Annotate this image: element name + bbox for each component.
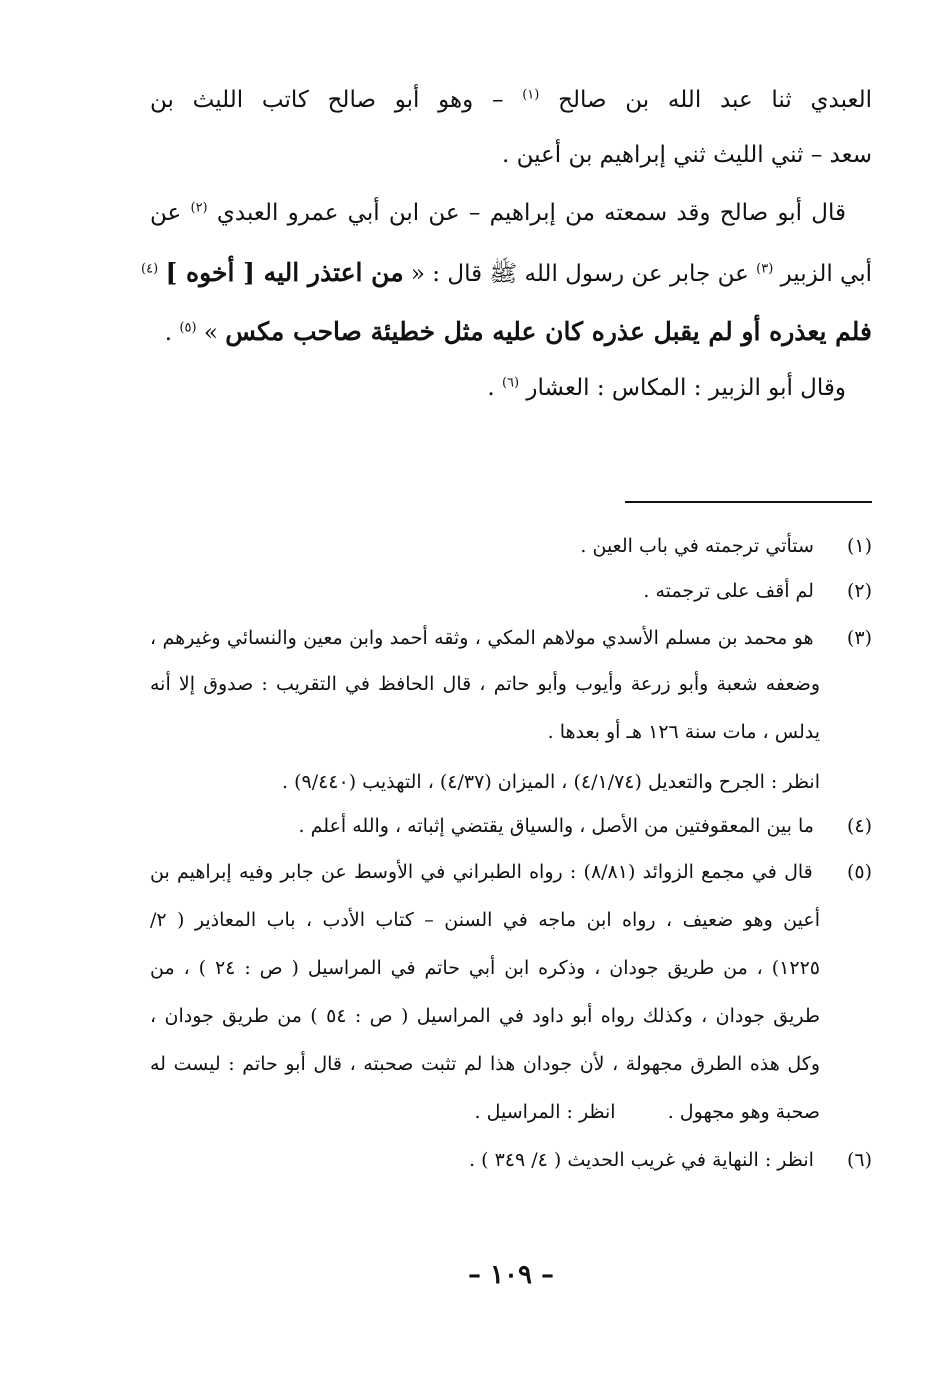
footnote-6 (150, 1142, 872, 1178)
footnote-4 (150, 808, 872, 844)
text-segment: » (203, 320, 218, 346)
footnote-5-line-6 (150, 1094, 872, 1130)
footnote-text: انظر : المراسيل . (474, 1101, 616, 1123)
footnote-2 (150, 573, 872, 609)
main-line-3 (150, 193, 872, 233)
footnote-text: انظر : الجرح والتعديل (٤/١/٧٤) ، الميزان (٤/٣٧) ، التهذيب (٩/٤٤٠) . (281, 771, 820, 793)
footnote-3-line-4 (150, 764, 872, 800)
page-number: – ١٠٩ – (467, 1260, 555, 1290)
document-page (141, 70, 872, 1340)
footnote-text: يدلس ، مات سنة ١٢٦ هـ أو بعدها . (547, 721, 820, 743)
footnote-text: ١٢٢٥) ، من طريق جودان ، وذكره ابن أبي حاتم في المراسيل ( ص : ٢٤ ) ، من (150, 957, 820, 979)
footnote-number: (١) (846, 535, 872, 557)
text-segment: عن جابر عن رسول الله ﷺ قال : « (410, 261, 749, 287)
footnote-number: (٦) (846, 1149, 872, 1171)
main-line-2 (150, 135, 872, 175)
hadith-text: فلم يعذره أو لم يقبل عذره كان عليه مثل خطيئة صاحب مكس (225, 317, 872, 346)
footnote-number: (٣) (846, 627, 872, 649)
text-segment: أبي الزبير (780, 261, 872, 287)
footnote-5-line-5 (150, 1046, 872, 1082)
footnote-5-line-3 (150, 950, 872, 986)
footnote-text: هو محمد بن مسلم الأسدي مولاهم المكي ، وثقه أحمد وابن معين والنسائي وغيرهم ، (150, 627, 814, 649)
footnote-text: لم أقف على ترجمته . (643, 580, 814, 602)
main-line-4 (141, 253, 872, 294)
footnote-ref: (٦) (501, 375, 520, 391)
footnote-ref: (٤) (141, 261, 159, 277)
text-segment: . (164, 320, 173, 346)
main-line-6 (150, 368, 872, 408)
text-segment: . (487, 375, 495, 401)
footnote-5-line-1 (150, 854, 872, 890)
footnote-text: قال في مجمع الزوائد (٨/٨١) : رواه الطبراني في الأوسط عن جابر وفيه إبراهيم بن (150, 861, 813, 883)
footnote-text: أعين وهو ضعيف ، رواه ابن ماجه في السنن – كتاب الأدب ، باب المعاذير ( ٢/ (150, 909, 820, 931)
footnote-text: وضعفه شعبة وأبو زرعة وأيوب وأبو حاتم ، قال الحافظ في التقريب : صدوق إلا أنه (150, 673, 820, 695)
footnote-separator (625, 501, 872, 503)
text-segment: قال أبو صالح وقد سمعته من إبراهيم – عن ابن أبي عمرو العبدي (216, 200, 847, 226)
footnote-ref: (٥) (179, 320, 197, 336)
footnote-3-line-2 (150, 666, 872, 702)
footnote-3-line-3 (150, 714, 872, 750)
main-line-1 (150, 80, 872, 120)
footnote-text: طريق جودان ، وكذلك رواه أبو داود في المراسيل ( ص : ٥٤ ) من طريق جودان ، (150, 1005, 820, 1027)
hadith-text: من اعتذر اليه [ أخوه ] (165, 258, 404, 287)
footnote-text: انظر : النهاية في غريب الحديث ( ٤/ ٣٤٩ ) . (469, 1149, 814, 1171)
footnote-text: ما بين المعقوفتين من الأصل ، والسياق يقتضي إثباته ، والله أعلم . (298, 815, 814, 837)
text-segment: سعد – ثني الليث ثني إبراهيم بن أعين . (501, 142, 872, 168)
footnote-number: (٥) (846, 861, 872, 883)
footnote-number: (٤) (846, 815, 872, 837)
footnote-text: وكل هذه الطرق مجهولة ، لأن جودان هذا لم تثبت صحبته ، قال أبو حاتم : ليست له (150, 1053, 820, 1075)
footnote-text: ستأتي ترجمته في باب العين . (580, 535, 814, 557)
main-line-5 (150, 312, 872, 353)
footnote-text: صحبة وهو مجهول . (667, 1101, 820, 1123)
footnote-5-line-2 (150, 902, 872, 938)
footnote-5-line-4 (150, 998, 872, 1034)
text-segment: – وهو أبو صالح كاتب الليث بن (150, 87, 504, 113)
footnote-ref: (٢) (190, 200, 208, 216)
text-segment: عن (150, 200, 182, 226)
footnote-number: (٢) (846, 580, 872, 602)
footnote-3-line-1 (150, 620, 872, 656)
footnote-1 (150, 528, 872, 564)
footnote-ref: (١) (522, 87, 540, 103)
text-segment: العبدي ثنا عبد الله بن صالح (558, 87, 872, 113)
footnote-ref: (٣) (756, 261, 774, 277)
text-segment: وقال أبو الزبير : المكاس : العشار (526, 375, 846, 401)
